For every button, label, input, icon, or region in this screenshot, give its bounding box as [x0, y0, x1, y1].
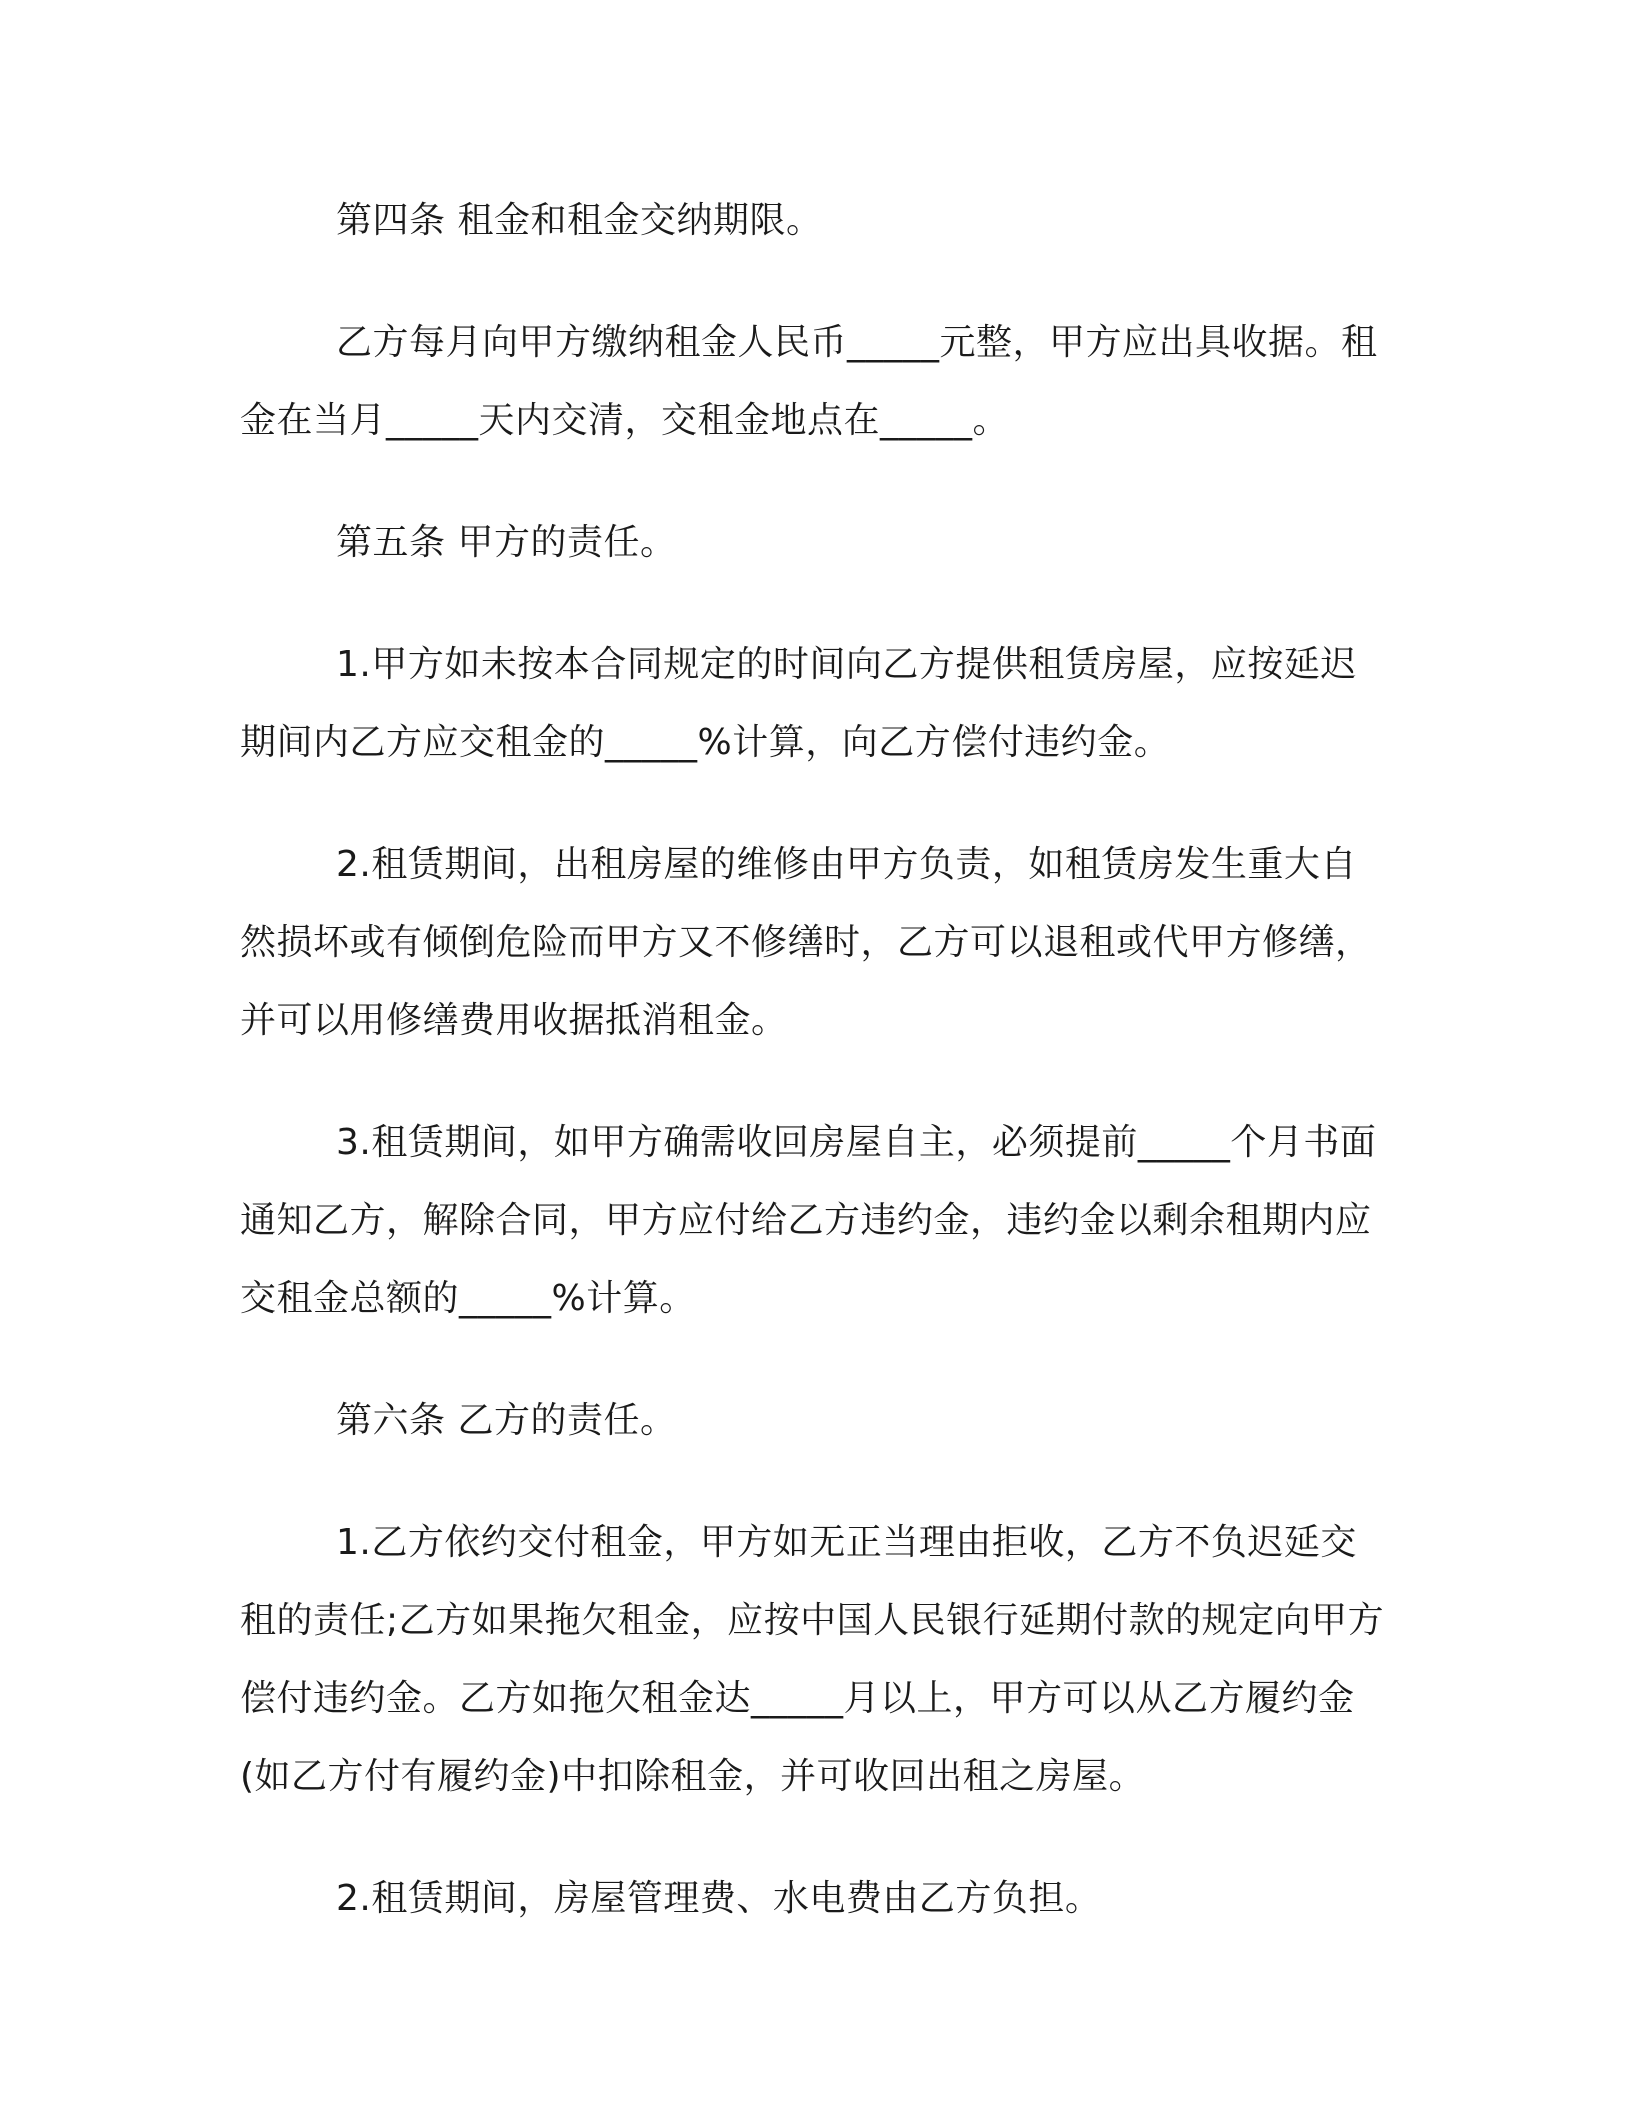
article-5-item-2: 2.租赁期间，出租房屋的维修由甲方负责，如租赁房发生重大自然损坏或有倾倒危险而甲方又不修缮时，乙方可以退租或代甲方修缮，并可以用修缮费用收据抵消租金。: [240, 844, 1372, 1041]
article-4-paragraph-rent: 乙方每月向甲方缴纳租金人民币_____元整，甲方应出具收据。租金在当月_____天内交清，交租金地点在_____。: [240, 322, 1378, 441]
article-5-item-3: 3.租赁期间，如甲方确需收回房屋自主，必须提前_____个月书面通知乙方，解除合同，甲方应付给乙方违约金，违约金以剩余租期内应交租金总额的_____%计算。: [240, 1122, 1377, 1319]
document-body: [240, 182, 1390, 1982]
article-6-item-1: 1.乙方依约交付租金，甲方如无正当理由拒收，乙方不负迟延交租的责任;乙方如果拖欠租金，应按中国人民银行延期付款的规定向甲方偿付违约金。乙方如拖欠租金达_____月以上，甲方可以从乙方履约金(如乙方付有履约金)中扣除租金，并可收回出租之房屋。: [240, 1522, 1385, 1797]
article-5-heading: 第五条 甲方的责任。: [336, 522, 677, 563]
article-6-heading: 第六条 乙方的责任。: [336, 1400, 677, 1441]
article-6-item-2: 2.租赁期间，房屋管理费、水电费由乙方负担。: [336, 1878, 1102, 1919]
article-4-heading: 第四条 租金和租金交纳期限。: [336, 200, 823, 241]
article-5-item-1: 1.甲方如未按本合同规定的时间向乙方提供租赁房屋，应按延迟期间内乙方应交租金的_____%计算，向乙方偿付违约金。: [240, 644, 1357, 763]
